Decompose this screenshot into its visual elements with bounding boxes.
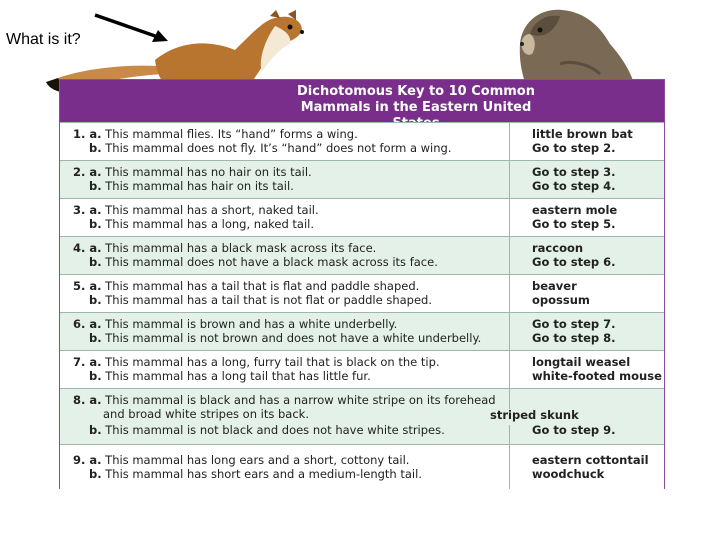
key-row-6 [60,312,664,351]
step-5b-result: opossum [532,293,590,307]
step-7b-result: white-footed mouse [532,369,662,383]
step-9b-result: woodchuck [532,467,605,481]
step-2b-text: This mammal has hair on its tail. [105,179,294,193]
key-row-3 [60,198,664,237]
step-6a-label: 6. a. [73,317,102,331]
step-1b-label: b. [89,141,102,155]
key-row-4 [60,236,664,275]
key-title-line2: Mammals in the Eastern United [300,100,532,115]
step-7b-text: This mammal has a long tail that has little fur. [105,369,371,383]
step-6b-label: b. [89,331,102,345]
step-1b-result: Go to step 2. [532,141,616,155]
step-7a-label: 7. a. [73,355,102,369]
step-5b-text: This mammal has a tail that is not flat or paddle shaped. [105,293,433,307]
key-row-1 [60,122,664,161]
step-3b-label: b. [89,217,102,231]
key-row-9 [60,444,664,489]
step-2b-label: b. [89,179,102,193]
step-3a-label: 3. a. [73,203,102,217]
step-6a-result: Go to step 7. [532,317,616,331]
key-row-7 [60,350,664,389]
step-9a-text: This mammal has long ears and a short, cottony tail. [105,453,410,467]
key-header [60,80,664,122]
key-row-5 [60,274,664,313]
step-7a-text: This mammal has a long, furry tail that is black on the tip. [105,355,440,369]
step-4b-result: Go to step 6. [532,255,616,269]
step-5a-text: This mammal has a tail that is flat and paddle shaped. [105,279,420,293]
step-8a-text-cont: and broad white stripes on its back. [103,407,309,421]
step-4a-result: raccoon [532,241,584,255]
step-9b-label: b. [89,467,102,481]
step-6a-text: This mammal is brown and has a white underbelly. [105,317,398,331]
step-2b-result: Go to step 4. [532,179,616,193]
step-8a-label: 8. a. [73,393,102,407]
step-8b-label: b. [89,423,102,437]
step-1a-text: This mammal flies. Its “hand” forms a wing. [105,127,358,141]
step-4a-text: This mammal has a black mask across its face. [105,241,377,255]
step-6b-text: This mammal is not brown and does not have a white underbelly. [105,331,482,345]
step-5b-label: b. [89,293,102,307]
step-7a-result: longtail weasel [532,355,631,369]
step-1b-text: This mammal does not fly. It’s “hand” does not form a wing. [105,141,452,155]
key-title-line1: Dichotomous Key to 10 Common [297,84,535,99]
step-5a-result: beaver [532,279,577,293]
step-8b-text: This mammal is not black and does not have white stripes. [105,423,445,437]
step-6b-result: Go to step 8. [532,331,616,345]
step-5a-label: 5. a. [73,279,102,293]
step-8b-result: Go to step 9. [532,423,616,437]
step-2a-result: Go to step 3. [532,165,616,179]
step-3a-text: This mammal has a short, naked tail. [105,203,319,217]
step-1a-label: 1. a. [73,127,102,141]
key-row-2 [60,160,664,199]
step-9b-text: This mammal has short ears and a medium-length tail. [105,467,422,481]
step-8a-text: This mammal is black and has a narrow white stripe on its forehead [105,393,496,407]
key-row-8 [60,388,664,445]
dichotomous-key-table [59,79,665,489]
question-label: What is it? [6,31,81,48]
step-4a-label: 4. a. [73,241,102,255]
step-3a-result: eastern mole [532,203,618,217]
step-2a-text: This mammal has no hair on its tail. [105,165,312,179]
step-8a-result: striped skunk [490,408,579,422]
step-9a-result: eastern cottontail [532,453,649,467]
step-3b-text: This mammal has a long, naked tail. [105,217,315,231]
step-4b-text: This mammal does not have a black mask across its face. [105,255,438,269]
step-7b-label: b. [89,369,102,383]
step-4b-label: b. [89,255,102,269]
step-2a-label: 2. a. [73,165,102,179]
step-3b-result: Go to step 5. [532,217,616,231]
step-1a-result: little brown bat [532,127,633,141]
step-9a-label: 9. a. [73,453,102,467]
